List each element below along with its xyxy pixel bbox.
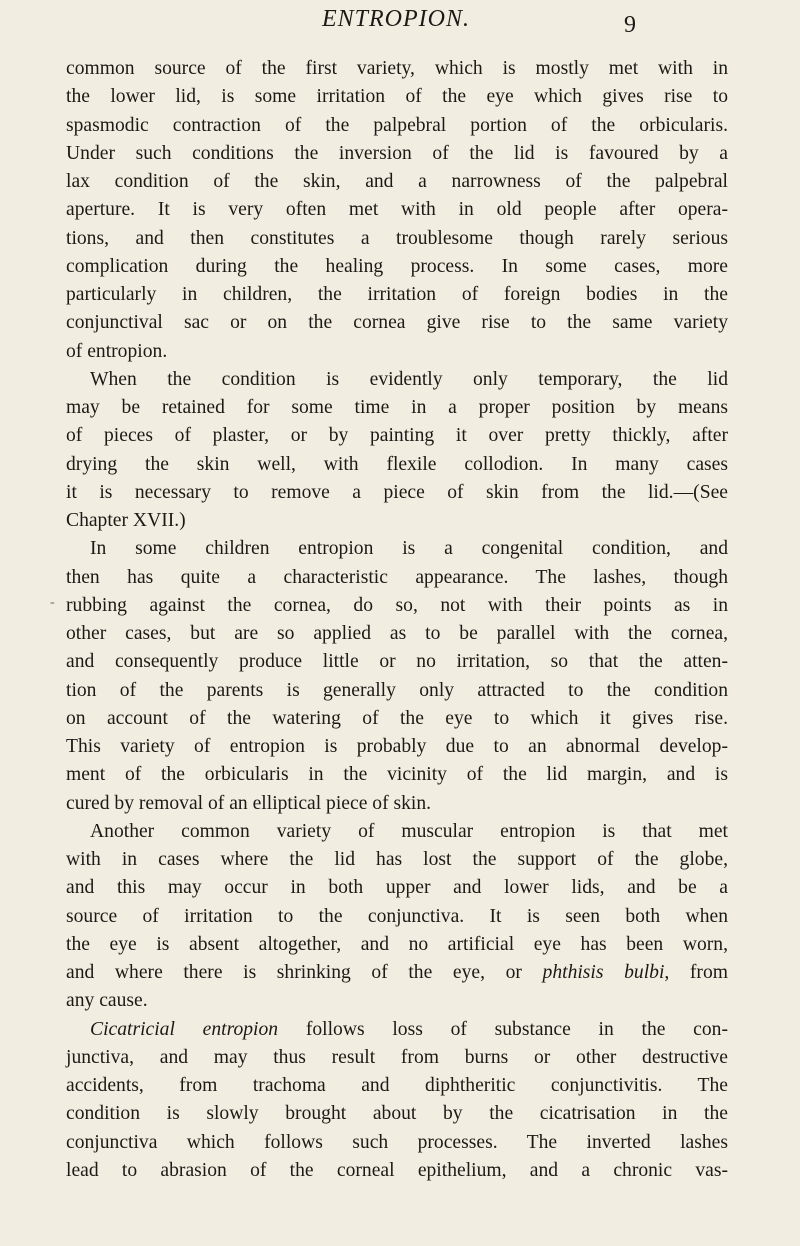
text-line: any cause. bbox=[66, 990, 148, 1012]
text-line: condition is slowly brought about by the cicatrisation in the bbox=[66, 1103, 728, 1125]
text-line: rubbing against the cornea, do so, not with their points as in bbox=[66, 594, 728, 616]
text-line: In some children entropion is a congenital condition, and bbox=[90, 538, 728, 560]
text-line: junctiva, and may thus result from burns or other destructive bbox=[66, 1046, 728, 1068]
text-line: tions, and then constitutes a troublesome though rarely serious bbox=[66, 227, 728, 249]
text-line: of entropion. bbox=[66, 340, 168, 362]
page-number: 9 bbox=[624, 12, 636, 38]
italic-term: phthisis bulbi bbox=[542, 962, 665, 983]
text-line: When the condition is evidently only temporary, the lid bbox=[90, 368, 728, 390]
text-line: spasmodic contraction of the palpebral portion of the orbicularis. bbox=[66, 114, 728, 136]
text-line: the eye is absent altogether, and no artificial eye has been worn, bbox=[66, 933, 728, 955]
italic-term: Cicatricial entropion bbox=[90, 1018, 279, 1040]
margin-tick-mark: - bbox=[50, 595, 55, 610]
text-line: on account of the watering of the eye to which it gives rise. bbox=[66, 707, 728, 729]
text-line: then has quite a characteristic appearance. The lashes, though bbox=[66, 566, 728, 588]
text-line: Another common variety of muscular entropion is that met bbox=[90, 820, 728, 842]
text-line: conjunctival sac or on the cornea give rise to the same variety bbox=[66, 312, 728, 334]
text-line: and consequently produce little or no irritation, so that the atten- bbox=[66, 651, 728, 673]
text-line: of pieces of plaster, or by painting it over pretty thickly, after bbox=[66, 425, 728, 447]
body-text bbox=[66, 55, 728, 1185]
text-line: the lower lid, is some irritation of the eye which gives rise to bbox=[66, 86, 728, 108]
text-line: may be retained for some time in a proper position by means bbox=[66, 397, 728, 418]
text-line: it is necessary to remove a piece of skin from the lid.—(See bbox=[66, 481, 728, 503]
chapter-running-title: ENTROPION. bbox=[322, 6, 470, 32]
text-line: with in cases where the lid has lost the support of the globe, bbox=[66, 849, 728, 870]
text-line: particularly in children, the irritation of foreign bodies in the bbox=[66, 284, 728, 305]
text-line: aperture. It is very often met with in old people after opera- bbox=[66, 199, 728, 221]
text-line: common source of the first variety, which is mostly met with in bbox=[66, 58, 728, 79]
text-line: other cases, but are so applied as to be parallel with the cornea, bbox=[66, 623, 728, 644]
text-line: and this may occur in both upper and lower lids, and be a bbox=[66, 877, 728, 899]
text-line: This variety of entropion is probably due to an abnormal develop- bbox=[66, 736, 728, 757]
text-line: drying the skin well, with flexile collodion. In many cases bbox=[66, 453, 728, 475]
text-line: complication during the healing process. In some cases, more bbox=[66, 255, 728, 277]
text-line: Cicatricial entropion follows loss of substance in the con- bbox=[90, 1018, 728, 1040]
text-line: conjunctiva which follows such processes. The inverted lashes bbox=[66, 1131, 728, 1153]
text-line: accidents, from trachoma and diphtheritic conjunctivitis. The bbox=[66, 1075, 728, 1096]
text-line: and where there is shrinking of the eye, or phthisis bulbi, from bbox=[66, 962, 728, 983]
running-head bbox=[0, 4, 800, 44]
text-line: cured by removal of an elliptical piece of skin. bbox=[66, 792, 432, 814]
text-line: source of irritation to the conjunctiva. It is seen both when bbox=[66, 905, 728, 927]
text-line: lax condition of the skin, and a narrowness of the palpebral bbox=[66, 171, 728, 192]
text-line: tion of the parents is generally only attracted to the condition bbox=[66, 679, 728, 701]
text-line: Chapter XVII.) bbox=[66, 510, 186, 531]
text-line: Under such conditions the inversion of the lid is favoured by a bbox=[66, 142, 728, 164]
text-line: lead to abrasion of the corneal epithelium, and a chronic vas- bbox=[66, 1159, 728, 1181]
text-line: ment of the orbicularis in the vicinity of the lid margin, and is bbox=[66, 764, 728, 786]
